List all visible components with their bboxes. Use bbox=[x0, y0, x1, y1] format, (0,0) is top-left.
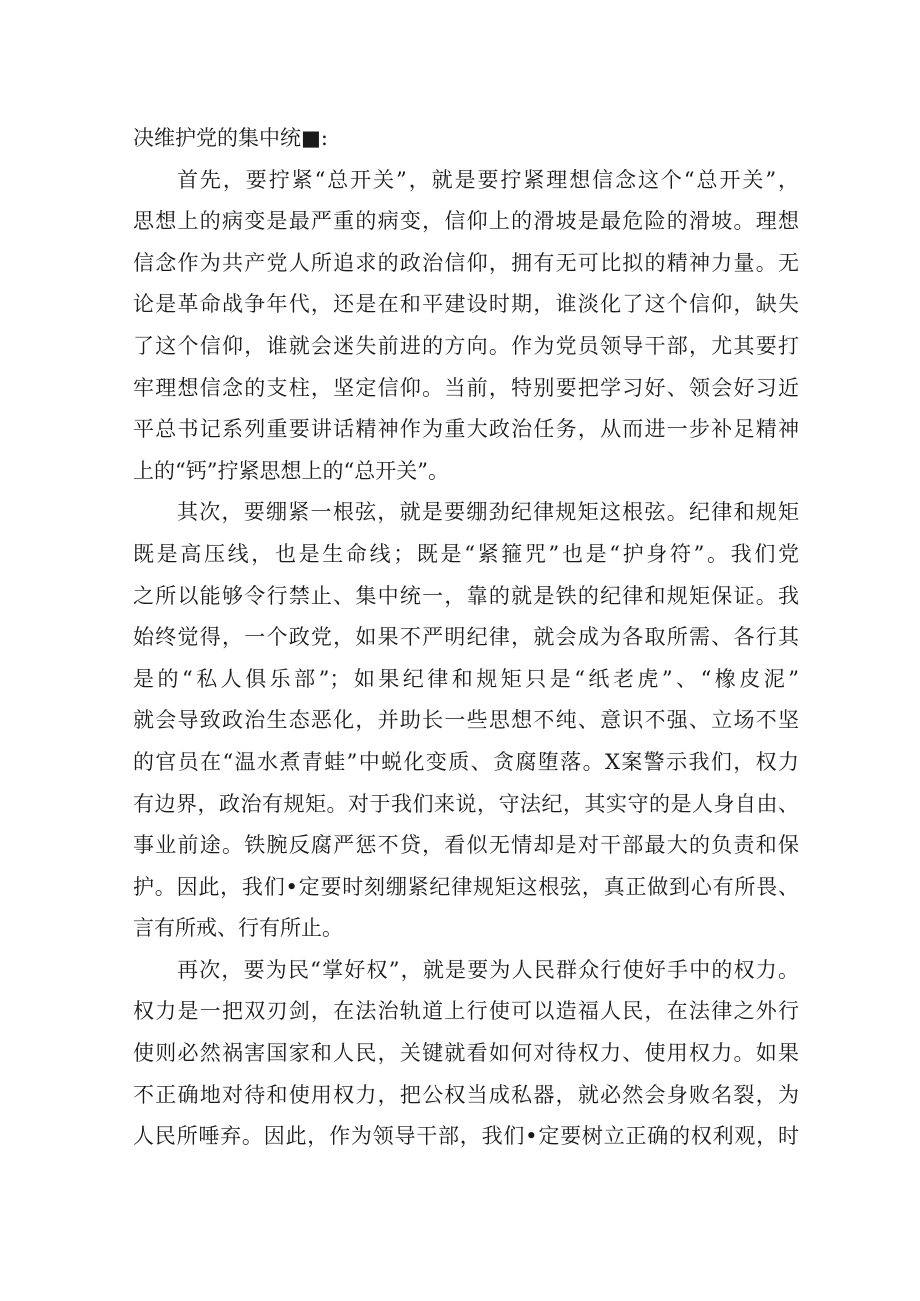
text-line: 思想上的病变是最严重的病变，信仰上的滑坡是最危险的滑坡。理想 bbox=[133, 209, 799, 234]
text-line: 使则必然祸害国家和人民，关键就看如何对待权力、使用权力。如果 bbox=[133, 1041, 799, 1066]
text-line: 了这个信仰，谁就会迷失前进的方向。作为党员领导干部，尤其要打 bbox=[133, 333, 799, 358]
text-line: 论是革命战争年代，还是在和平建设时期，谁淡化了这个信仰，缺失 bbox=[133, 292, 799, 317]
body-text bbox=[133, 118, 799, 1158]
paragraph-first-line: 首先，要拧紧“总开关”，就是要拧紧理想信念这个“总开关”， bbox=[177, 167, 799, 192]
text-line: 牢理想信念的支柱，坚定信仰。当前，特别要把学习好、领会好习近 bbox=[133, 375, 799, 400]
text-line: 权力是一把双刃剑，在法治轨道上行使可以造福人民，在法律之外行 bbox=[133, 999, 799, 1024]
text-line: 事业前途。铁腕反腐严惩不贷，看似无情却是对干部最大的负责和保 bbox=[133, 833, 799, 858]
text-line: 言有所戒、行有所止。 bbox=[133, 916, 343, 941]
text-line: 平总书记系列重要讲话精神作为重大政治任务，从而进一步补足精神 bbox=[133, 417, 799, 442]
text-line: 有边界，政治有规矩。对于我们来说，守法纪，其实守的是人身自由、 bbox=[133, 791, 799, 816]
text-line: 始终觉得，一个政党，如果不严明纪律，就会成为各取所需、各行其 bbox=[133, 625, 799, 650]
text-line: 的官员在“温水煮青蛙”中蜕化变质、贪腐堕落。X案警示我们，权力 bbox=[133, 749, 799, 774]
text-line: 人民所唾弃。因此，作为领导干部，我们•定要树立正确的权利观，时 bbox=[133, 1124, 799, 1149]
text-line: 既是高压线，也是生命线；既是“紧箍咒”也是“护身符”。我们党 bbox=[133, 541, 799, 566]
paragraph-first-line: 再次，要为民“掌好权”，就是要为人民群众行使好手中的权力。 bbox=[177, 957, 799, 982]
text-line: 决维护党的集中统■: bbox=[133, 126, 328, 150]
text-line: 信念作为共产党人所追求的政治信仰，拥有无可比拟的精神力量。无 bbox=[133, 250, 799, 275]
text-line: 上的“钙”拧紧思想上的“总开关”。 bbox=[133, 458, 449, 483]
text-line: 就会导致政治生态恶化，并助长一些思想不纯、意识不强、立场不坚 bbox=[133, 708, 799, 733]
text-line: 之所以能够令行禁止、集中统一，靠的就是铁的纪律和规矩保证。我 bbox=[133, 583, 799, 608]
text-line: 不正确地对待和使用权力，把公权当成私器，就必然会身败名裂，为 bbox=[133, 1082, 799, 1107]
text-line: 护。因此，我们•定要时刻绷紧纪律规矩这根弦，真正做到心有所畏、 bbox=[133, 874, 799, 899]
text-line: 是的“私人俱乐部”；如果纪律和规矩只是“纸老虎”、“橡皮泥” bbox=[133, 666, 799, 691]
paragraph-first-line: 其次，要绷紧一根弦，就是要绷劲纪律规矩这根弦。纪律和规矩 bbox=[177, 500, 799, 525]
